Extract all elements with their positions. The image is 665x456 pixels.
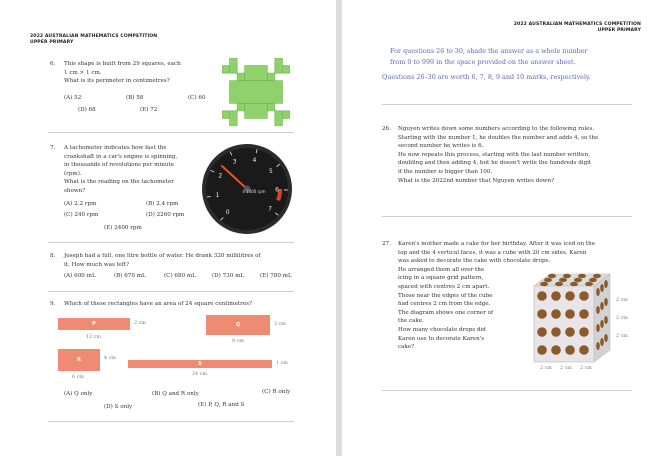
q8-option-d[interactable]: (D) 730 mL — [212, 273, 245, 279]
chocolate-drop — [537, 345, 547, 355]
chocolate-drop — [537, 309, 547, 319]
chocolate-drop — [540, 282, 548, 286]
q9-number: 9. — [50, 301, 56, 307]
header-division: UPPER PRIMARY — [30, 40, 74, 45]
chocolate-drop — [559, 278, 567, 282]
q8-option-a[interactable]: (A) 600 mL — [64, 273, 96, 279]
competition-header — [30, 34, 157, 46]
q6-number: 6. — [50, 61, 56, 67]
q7-option-b[interactable]: (B) 2.4 rpm — [146, 201, 179, 207]
chocolate-drop — [578, 274, 586, 278]
gauge-unit-label: x 1000 rpm — [242, 189, 266, 194]
q7-number: 7. — [50, 145, 56, 151]
chocolate-drop — [555, 282, 563, 286]
chocolate-drop — [579, 345, 589, 355]
q8-option-c[interactable]: (C) 680 mL — [164, 273, 196, 279]
q9-text: Which of these rectangles have an area of 24 square centimetres? — [64, 301, 253, 307]
chocolate-drop — [544, 278, 552, 282]
cake-dim-bottom-3: 2 cm — [580, 366, 592, 371]
q7-option-d[interactable]: (D) 2260 rpm — [146, 212, 185, 218]
rectangle-r-height: 4 cm — [104, 356, 116, 361]
rectangle-p-width: 12 cm — [86, 335, 101, 340]
q27-line: Those near the edges of the cube — [398, 292, 493, 299]
q9-option-d[interactable]: (D) S only — [104, 404, 133, 410]
gauge-tick-label: 3 — [232, 158, 237, 166]
q6-option-c[interactable]: (C) 60 — [188, 95, 206, 101]
divider — [382, 216, 632, 217]
q6-option-d[interactable]: (D) 68 — [78, 107, 96, 113]
q26-line: What is the 2022nd number that Nguyen writes down? — [398, 177, 555, 184]
q27-line: He arranged them all over the — [398, 266, 485, 273]
q27-line: had centres 2 cm from the edge. — [398, 301, 491, 308]
q7-line: A tachometer indicates how fast the — [64, 145, 167, 151]
chocolate-drop — [570, 282, 578, 286]
q27-line: Karen's mother made a cake for her birthday. After it was iced on the — [398, 241, 596, 247]
header-title: 2022 AUSTRALIAN MATHEMATICS COMPETITION — [513, 22, 641, 27]
cake-dim-bottom-1: 2 cm — [540, 366, 552, 371]
q7-line: (rpm). — [64, 170, 82, 177]
q7-line: What is the reading on the tachometer — [64, 179, 174, 186]
chocolate-drop — [579, 309, 589, 319]
q26-number: 26. — [382, 126, 391, 132]
tachometer-gauge — [200, 142, 294, 236]
rectangle-p-height: 2 cm — [134, 321, 146, 326]
chocolate-drop — [596, 324, 600, 332]
chocolate-drop — [537, 327, 547, 337]
chocolate-drop — [600, 284, 604, 292]
q9-option-c[interactable]: (C) R only — [262, 389, 291, 395]
instructions-line-3: Questions 26–30 are worth 6, 7, 8, 9 and 10 marks, respectively. — [382, 73, 591, 81]
divider — [48, 132, 294, 133]
chocolate-drop — [574, 278, 582, 282]
q27-line: the cake. — [398, 318, 424, 325]
q6-line: 1 cm × 1 cm. — [64, 69, 102, 76]
chocolate-drop — [604, 298, 608, 306]
q6-option-a[interactable]: (A) 52 — [64, 95, 82, 101]
q6-option-b[interactable]: (B) 58 — [126, 95, 144, 101]
q6-option-e[interactable]: (E) 72 — [140, 107, 158, 113]
divider — [48, 421, 294, 422]
header-division: UPPER PRIMARY — [597, 28, 641, 33]
q9-option-a[interactable]: (A) Q only — [64, 391, 93, 397]
q26-text — [398, 125, 598, 185]
chocolate-drop — [596, 288, 600, 296]
q26-line: second number he writes is 6. — [398, 143, 484, 150]
chocolate-drop — [548, 274, 556, 278]
q6-line: This shape is built from 29 squares, each — [64, 61, 181, 67]
instructions-line-1: For questions 26 to 30, shade the answer as a whole number — [390, 47, 588, 55]
q7-line: in thousands of revolutions per minute — [64, 162, 175, 169]
rectangle-s-width: 24 cm — [192, 372, 207, 377]
q9-option-e[interactable]: (E) P, Q, R and S — [198, 402, 245, 408]
rectangle-q-width: 8 cm — [232, 339, 244, 344]
chocolate-drop — [600, 302, 604, 310]
q27-line: cake? — [398, 344, 415, 351]
rectangle-s: S — [128, 360, 272, 368]
cross-shape-figure — [222, 58, 290, 126]
chocolate-drop — [551, 345, 561, 355]
q27-line: The diagram shows one corner of — [398, 309, 494, 316]
chocolate-drop — [537, 291, 547, 301]
q26-line: doubling and then adding 4, but he doesn't write the hundreds digit — [398, 160, 592, 167]
q6-text — [64, 60, 181, 86]
gauge-tick-label: 7 — [268, 205, 272, 213]
chocolate-drop — [596, 342, 600, 350]
chocolate-drop — [565, 327, 575, 337]
q27-line: Karen use to decorate Karen's — [398, 335, 485, 342]
cake-dim-bottom-2: 2 cm — [560, 366, 572, 371]
chocolate-drop — [604, 334, 608, 342]
q8-text — [64, 252, 261, 269]
chocolate-drop — [551, 291, 561, 301]
chocolate-drop — [563, 274, 571, 278]
cake-dim-right-2: 2 cm — [616, 316, 628, 321]
q27-line: How many chocolate drops did — [398, 326, 486, 333]
q8-option-e[interactable]: (E) 780 mL — [260, 273, 292, 279]
chocolate-drop — [589, 278, 597, 282]
header-title: 2022 AUSTRALIAN MATHEMATICS COMPETITION — [30, 34, 158, 39]
q27-line: top and the 4 vertical faces, it was a cube with 20 cm sides. Karen — [398, 249, 587, 256]
q26-line: Nguyen writes down some numbers according to the following rules. — [398, 126, 595, 132]
q27-line: icing in a square grid pattern, — [398, 275, 484, 282]
rectangle-s-height: 1 cm — [276, 361, 288, 366]
q7-line: crankshaft in a car's engine is spinning, — [64, 153, 178, 160]
q6-line: What is its perimeter in centimetres? — [64, 78, 170, 85]
q26-line: if the number is bigger than 100. — [398, 168, 493, 175]
divider — [48, 242, 294, 243]
chocolate-drop — [565, 309, 575, 319]
rectangle-p: P — [58, 318, 130, 330]
rectangle-q-height: 3 cm — [274, 322, 286, 327]
chocolate-drop — [604, 280, 608, 288]
chocolate-drop — [565, 345, 575, 355]
cake-dim-right-3: 2 cm — [616, 334, 628, 339]
q8-number: 8. — [50, 253, 56, 259]
q8-option-b[interactable]: (B) 670 mL — [114, 273, 146, 279]
right-page — [342, 0, 665, 456]
q9-option-b[interactable]: (B) Q and R only — [152, 391, 199, 397]
chocolate-drop — [604, 316, 608, 324]
divider — [382, 390, 632, 391]
chocolate-drop — [579, 327, 589, 337]
divider — [382, 104, 632, 105]
chocolate-drop — [600, 338, 604, 346]
q8-line: it. How much was left? — [64, 261, 130, 268]
chocolate-drop — [551, 327, 561, 337]
gauge-tick-label: 1 — [215, 191, 220, 199]
gauge-tick-label: 4 — [252, 156, 257, 164]
cake-dim-right-1: 2 cm — [616, 298, 628, 303]
q27-line: was asked to decorate the cake with chocolate drops. — [398, 258, 551, 265]
chocolate-drop — [600, 320, 604, 328]
gauge-tick-label: 6 — [275, 186, 279, 194]
rectangle-q: Q — [206, 315, 270, 335]
chocolate-drop — [593, 274, 601, 278]
chocolate-drop — [585, 282, 593, 286]
q7-option-e[interactable]: (E) 2400 rpm — [104, 225, 142, 231]
gauge-tick-label: 2 — [218, 172, 223, 180]
chocolate-drop — [551, 309, 561, 319]
rectangle-r-width: 6 cm — [72, 375, 84, 380]
gauge-tick-label: 5 — [268, 167, 273, 175]
gauge-tick-label: 0 — [225, 208, 230, 216]
chocolate-drop — [579, 291, 589, 301]
divider — [48, 291, 294, 292]
q26-line: Starting with the number 1, he doubles the number and adds 4, so the — [398, 134, 599, 141]
chocolate-drop — [596, 306, 600, 314]
q7-option-a[interactable]: (A) 2.2 rpm — [64, 201, 97, 207]
chocolate-drop — [565, 291, 575, 301]
instructions-line-2: from 0 to 999 in the space provided on the answer sheet. — [390, 58, 576, 66]
q27-line: spaced with centres 2 cm apart. — [398, 283, 490, 290]
q27-number: 27. — [382, 241, 391, 247]
rectangle-r: R — [58, 349, 100, 371]
q8-line: Joseph had a full, one litre bottle of water. He drank 320 millilitres of — [64, 253, 261, 259]
q26-line: He now repeats this process, starting with the last number written, — [398, 151, 590, 158]
q7-text — [64, 144, 177, 196]
competition-header-right — [514, 22, 641, 34]
q7-line: shown? — [64, 187, 86, 194]
q7-option-c[interactable]: (C) 240 rpm — [64, 212, 99, 218]
cake-corner-diagram — [530, 270, 614, 364]
